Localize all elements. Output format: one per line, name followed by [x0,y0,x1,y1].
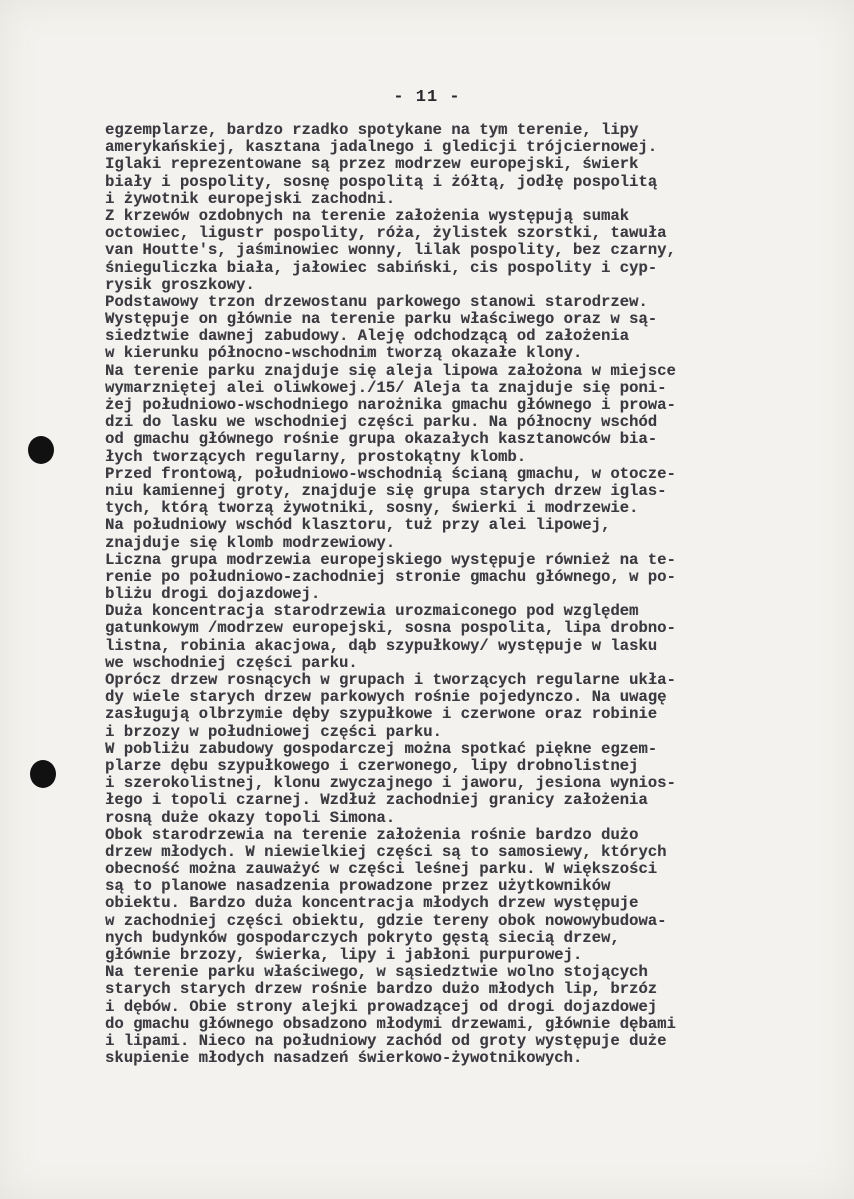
text-line: skupienie młodych nasadzeń świerkowo-żywotnikowych. [105,1049,583,1068]
text-line: tych, którą tworzą żywotniki, sosny, świerki i modrzewie. [105,499,639,518]
text-line: egzemplarze, bardzo rzadko spotykane na tym terenie, lipy [105,121,639,139]
text-line: Liczna grupa modrzewia europejskiego występuje również na te- [105,550,676,569]
text-line: gatunkowym /modrzew europejski, sosna pospolita, lipa drobno- [105,619,676,638]
text-line: dy wiele starych drzew parkowych rośnie pojedynczo. Na uwagę [105,688,667,707]
text-line: łego i topoli czarnej. Wzdłuż zachodniej granicy założenia [105,791,648,810]
typed-text-body [105,122,805,1067]
text-line: i dębów. Obie strony alejki prowadzącej od drogi dojazdowej [105,997,658,1016]
text-line: są to planowe nasadzenia prowadzone przez użytkowników [105,877,611,896]
text-line: Występuje on głównie na terenie parku właściwego oraz w są- [105,310,658,329]
text-line: obecność można zauważyć w części leśnej parku. W większości [105,860,658,879]
text-line: i szerokolistnej, klonu zwyczajnego i jaworu, jesiona wynios- [105,774,676,793]
text-line: Podstawowy trzon drzewostanu parkowego stanowi starodrzew. [105,292,648,311]
text-line: Na terenie parku właściwego, w sąsiedztwie wolno stojących [105,963,648,982]
text-line: Z krzewów ozdobnych na terenie założenia występują sumak [105,206,630,225]
text-line: Przed frontową, południowo-wschodnią ścianą gmachu, w otocze- [105,464,676,483]
text-line: nych budynków gospodarczych pokryto gęstą siecią drzew, [105,928,620,947]
text-line: listna, robinia akacjowa, dąb szypułkowy/ występuje w lasku [105,636,658,655]
text-line: bliżu drogi dojazdowej. [105,585,321,604]
text-line: Iglaki reprezentowane są przez modrzew europejski, świerk [105,155,639,174]
page-number: - 11 - [393,88,461,107]
text-line: wymarzniętej alei oliwkowej./15/ Aleja ta znajduje się poni- [105,378,667,397]
text-line: od gmachu głównego rośnie grupa okazałych kasztanowców bia- [105,430,658,449]
text-line: van Houtte's, jaśminowiec wonny, lilak pospolity, bez czarny, [105,241,676,260]
text-line: zasługują olbrzymie dęby szypułkowe i czerwone oraz robinie [105,705,658,724]
text-line: starych starych drzew rośnie bardzo dużo młodych lip, brzóz [105,980,658,999]
text-line: w zachodniej części obiektu, gdzie tereny obok nowowybudowa- [105,911,667,930]
text-line: obiektu. Bardzo duża koncentracja młodych drzew występuje [105,894,639,913]
text-line: i żywotnik europejski zachodni. [105,189,396,208]
text-line: Na południowy wschód klasztoru, tuż przy alei lipowej, [105,516,611,535]
punch-hole-lower [30,760,56,788]
text-line: głównie brzozy, świerka, lipy i jabłoni purpurowej. [105,946,583,964]
text-line: renie po południowo-zachodniej stronie gmachu głównego, w po- [105,567,676,586]
text-line: do gmachu głównego obsadzono młodymi drzewami, głównie dębami [105,1014,676,1033]
text-line: i lipami. Nieco na południowy zachód od groty występuje duże [105,1031,667,1050]
text-line: biały i pospolity, sosnę pospolitą i żółtą, jodłę pospolitą [105,172,658,191]
punch-hole-upper [28,436,54,464]
text-line: znajduje się klomb modrzewiowy. [105,533,396,552]
text-line: żej południowo-wschodniego narożnika gmachu głównego i prowa- [105,396,676,414]
text-line: drzew młodych. W niewielkiej części są to samosiewy, których [105,842,667,861]
text-line: we wschodniej części parku. [105,653,358,672]
text-line: śnieguliczka biała, jałowiec sabiński, cis pospolity i cyp- [105,258,658,277]
text-line: dzi do lasku we wschodniej części parku. Na północny wschód [105,413,658,432]
text-line: łych tworzących regularny, prostokątny klomb. [105,447,527,466]
text-line: W pobliżu zabudowy gospodarczej można spotkać piękne egzem- [105,739,658,758]
text-line: Obok starodrzewia na terenie założenia rośnie bardzo dużo [105,825,639,844]
text-line: niu kamiennej groty, znajduje się grupa starych drzew iglas- [105,481,667,500]
text-line: Na terenie parku znajduje się aleja lipowa założona w miejsce [105,361,676,380]
text-line: Oprócz drzew rosnących w grupach i tworzących regularne ukła- [105,671,676,689]
text-line: octowiec, ligustr pospolity, róża, żylistek szorstki, tawuła [105,224,667,243]
text-line: i brzozy w południowej części parku. [105,722,442,741]
text-line: siedztwie dawnej zabudowy. Aleję odchodzącą od założenia [105,327,630,346]
text-line: amerykańskiej, kasztana jadalnego i gledicji trójciernowej. [105,138,658,157]
text-line: w kierunku północno-wschodnim tworzą okazałe klony. [105,344,583,363]
text-line: Duża koncentracja starodrzewia urozmaiconego pod względem [105,602,639,621]
text-line: plarze dębu szypułkowego i czerwonego, lipy drobnolistnej [105,756,639,775]
text-line: rysik groszkowy. [105,275,255,294]
text-line: rosną duże okazy topoli Simona. [105,808,396,827]
